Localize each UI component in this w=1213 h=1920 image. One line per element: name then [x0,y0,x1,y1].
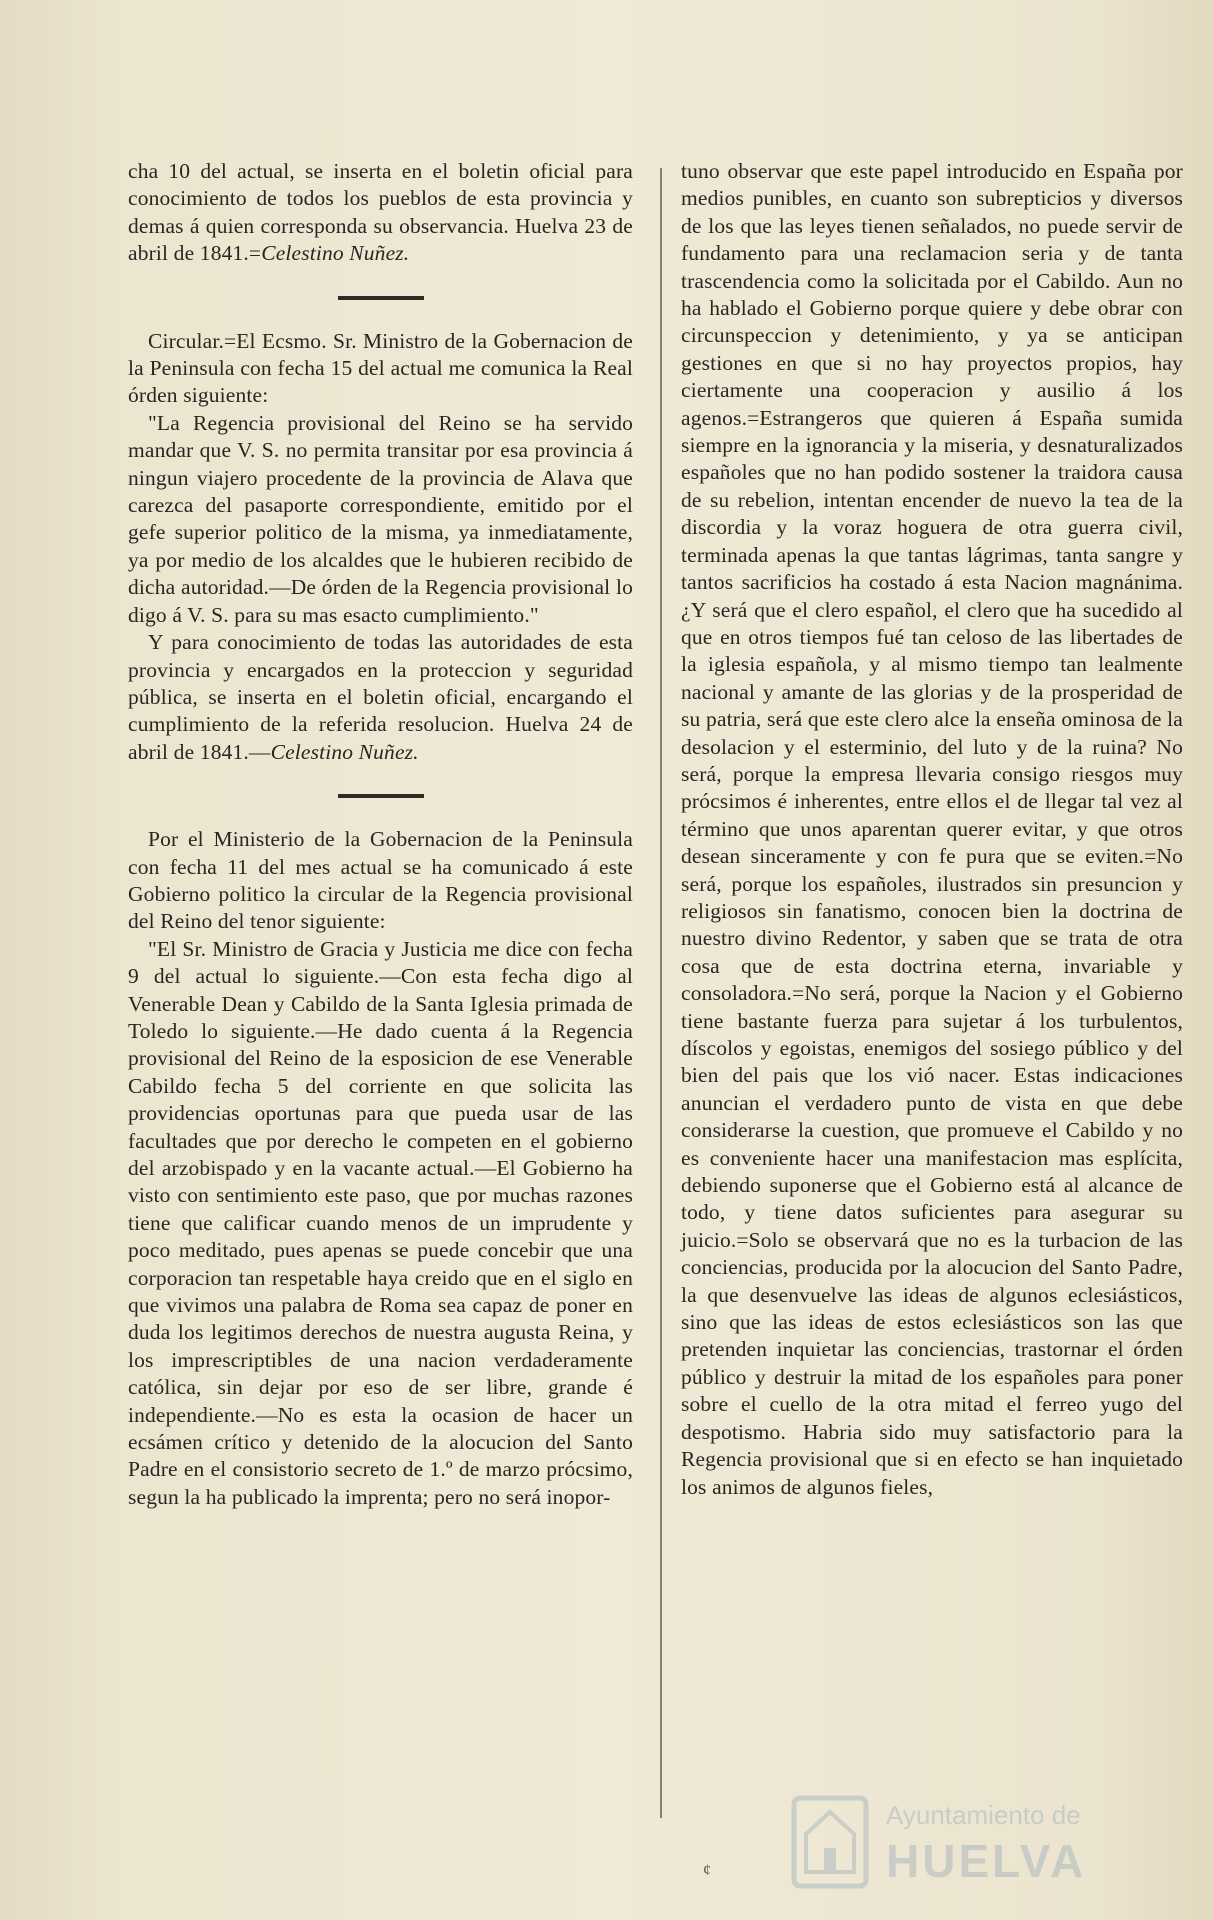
city-shield-icon [790,1794,870,1890]
section-separator [338,296,424,300]
watermark-line1: Ayuntamiento de [886,1800,1081,1830]
right-column [681,158,1183,1501]
column-divider [660,168,662,1818]
circular-closing [128,629,633,766]
footer-mark: ¢ [703,1862,711,1879]
watermark-line2: HUELVA [886,1835,1087,1887]
regency-order-quote: "La Regencia provisional del Reino se ha servido mandar que V. S. no permita transitar por esa provincia á ningun viajero procedente de la provincia de Alava que carezca del pasaporte correspondiente, emitido por el gefe superior politico de la misma, ya inmediatamente, ya por medio de los alcaldes que le hubieren recibido de dicha autoridad.—De órden de la Regencia provisional lo digo á V. S. para su mas esacto cumplimiento." [128,410,633,627]
paragraph-text: cha 10 del actual, se inserta en el boletin oficial para conocimiento de todos los pueblos de esta provincia y demas á quien corresponda su observancia. Huelva 23 de abril de 1841.= [128,159,633,266]
left-column [128,158,633,1511]
ministry-intro: Por el Ministerio de la Gobernacion de la Peninsula con fecha 11 del mes actual se ha comunicado á este Gobierno politico la circular de la Regencia provisional del Reino del tenor siguiente: [128,827,633,934]
continued-text: tuno observar que este papel introducido en España por medios punibles, en cuanto son subrepticios y diversos de los que las leyes tienen señalados, no puede servir de fundamento para una reclamacion seria y de tanta trascendencia como la solicitada por el Cabildo. Aun no ha hablado el Gobierno porque quiere y debe obrar con circunspeccion y detenimiento, y ya se anticipan gestiones en que si no hay proyectos propios, hay ciertamente una cooperacion y ausilio á los agenos.=Estrangeros que quieren á España sumida siempre en la ignorancia y la miseria, y desnaturalizados españoles que no han podido sostener la traidora causa de su rebelion, intentan encender de nuevo la tea de la discordia y la voraz hoguera de otra guerra civil, terminada apenas la que tantas lágrimas, tanta sangre y tantos sacrificios ha costado á esta Nacion magnánima. ¿Y será que el clero español, el clero que ha sucedido al que en otros tiempos fué tan celoso de las libertades de la iglesia española, y al mismo tiempo tan lealmente nacional y amante de las glorias y de la prosperidad de su patria, será que este clero alce la enseña ominosa de la desolacion y el esterminio, del luto y de la ruina? No será, porque la empresa llevaria consigo riesgos muy prócsimos é inherentes, entre ellos el de llegar tal vez al término que unos aparentan querer evitar, y que otros desean sinceramente y con fe pura que se eviten.=No será, porque los españoles, ilustrados sin presuncion y religiosos sin fanatismo, conocen bien la doctrina de nuestro divino Redentor, y saben que se trata de otra cosa que de esta doctrina eterna, invariable y consoladora.=No será, porque la Nacion y el Gobierno tiene bastante fuerza para sujetar á los turbulentos, díscolos y egoistas, enemigos del sosiego público y del bien del pais que los vió nacer. Estas indicaciones anuncian el verdadero punto de vista en que debe considerarse la cuestion, que promueve el Cabildo y no es conveniente hacer una manifestacion mas esplícita, debiendo suponerse que el Gobierno está al alcance de todo, y tiene datos suficientes para asegurar su juicio.=Solo se observará que no es la turbacion de las conciencias, producida por la alocucion del Santo Padre, la que desenvuelve las ideas de algunos eclesiásticos, sino que las ideas de estos eclesiásticos son las que pretenden inquietar las conciencias, trastornar el órden público y destruir la mitad de los españoles para poner sobre el cuello de la otra mitad el ferreo yugo del despotismo. Habria sido muy satisfactorio para la Regencia provisional que si en efecto se han inquietado los animos de algunos fieles, [681,159,1183,1499]
paragraph-text: Y para conocimiento de todas las autoridades de esta provincia y encargados en la proteccion y seguridad pública, se inserta en el boletin oficial, encargando el cumplimiento de la referida resolucion. Huelva 24 de abril de 1841.— [128,630,633,764]
section-separator [338,794,424,798]
signature: Celestino Nuñez. [270,739,419,764]
signature: Celestino Nuñez. [261,241,410,266]
watermark-logo [790,1790,1190,1900]
paragraph-closing-previous [128,158,633,268]
circular-intro: Circular.=El Ecsmo. Sr. Ministro de la Gobernacion de la Peninsula con fecha 15 del actual me comunica la Real órden siguiente: [128,328,633,408]
justice-minister-quote: "El Sr. Ministro de Gracia y Justicia me dice con fecha 9 del actual lo siguiente.—Con esta fecha digo al Venerable Dean y Cabildo de la Santa Iglesia primada de Toledo lo siguiente.—He dado cuenta á la Regencia provisional del Reino de la esposicion de ese Venerable Cabildo fecha 5 del corriente en que solicita las providencias oportunas para que pueda usar de las facultades que por derecho le competen en el gobierno del arzobispado y en la vacante actual.—El Gobierno ha visto con sentimiento este paso, que por muchas razones tiene que calificar cuando menos de un imprudente y poco meditado, pues apenas se puede concebir que una corporacion tan respetable haya creido que en el siglo en que vivimos una palabra de Roma sea capaz de poner en duda los legitimos derechos de nuestra augusta Reina, y los imprescriptibles de una nacion verdaderamente católica, sin dejar por eso de ser libre, grande é independiente.—No es esta la ocasion de hacer un ecsámen crítico y detenido de la alocucion del Santo Padre en el consistorio secreto de 1.º de marzo prócsimo, segun la ha publicado la imprenta; pero no será inopor- [128,936,633,1509]
